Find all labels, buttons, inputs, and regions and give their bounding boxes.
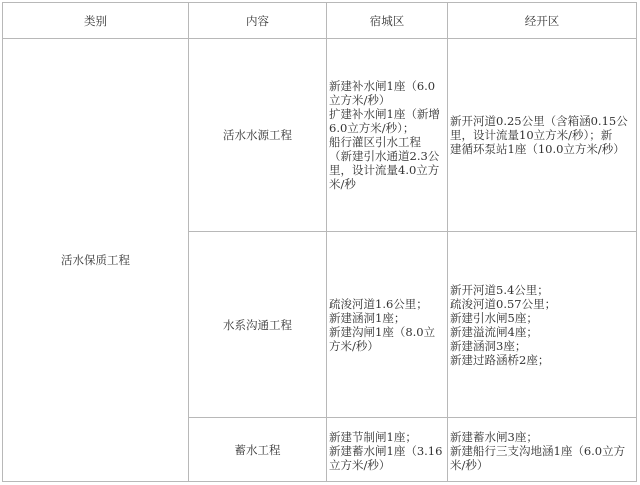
header-row — [3, 3, 637, 39]
project-table — [2, 2, 637, 482]
content-cell: 活水水源工程 — [189, 39, 327, 232]
content-cell: 水系沟通工程 — [189, 232, 327, 418]
table-row — [3, 39, 637, 232]
cell-line: 立方米/秒） — [329, 457, 391, 472]
content-cell: 蓄水工程 — [189, 418, 327, 482]
header-category: 类别 — [3, 3, 189, 39]
jingkai-cell — [448, 232, 637, 418]
cell-line: 米/秒） — [450, 457, 489, 472]
cell-line: 新建沟闸1座（8.0立 — [329, 324, 436, 339]
cell-line: 疏浚河道0.57公里； — [450, 296, 557, 311]
cell-line: 新建节制闸1座； — [329, 429, 417, 444]
cell-line: 里，设计流量4.0立方 — [329, 163, 440, 177]
sucheng-cell — [327, 232, 448, 418]
cell-line: 新建涵洞3座； — [450, 338, 527, 353]
cell-line: 新建涵洞1座； — [329, 310, 406, 325]
cell-line: 新建蓄水闸3座； — [450, 429, 538, 444]
header-sucheng: 宿城区 — [327, 3, 448, 39]
cell-line: 新开河道5.4公里； — [450, 282, 549, 297]
cell-line: 建循环泵站1座（10.0立方米/秒） — [450, 142, 625, 156]
cell-line: 米/秒 — [329, 177, 356, 191]
cell-line: 船行灌区引水工程 — [329, 135, 421, 149]
cell-line: 新建船行三支沟地涵1座（6.0立方 — [450, 443, 626, 458]
cell-line: 6.0立方米/秒）； — [329, 121, 415, 135]
cell-line: 立方米/秒） — [329, 93, 391, 107]
cell-line: 新建补水闸1座（6.0 — [329, 79, 436, 93]
cell-line: 方米/秒） — [329, 338, 379, 353]
cell-line: 里，设计流量10立方米/秒）；新 — [450, 128, 613, 142]
cell-line: 新开河道0.25公里（含箱涵0.15公 — [450, 114, 628, 128]
header-jingkai: 经开区 — [448, 3, 637, 39]
cell-line: 新建溢流闸4座； — [450, 324, 538, 339]
cell-line: （新建引水通道2.3公 — [329, 149, 440, 163]
cell-line: 疏浚河道1.6公里； — [329, 296, 428, 311]
cell-line: 新建引水闸5座； — [450, 310, 538, 325]
jingkai-cell — [448, 418, 637, 482]
header-content: 内容 — [189, 3, 327, 39]
cell-line: 新建过路涵桥2座； — [450, 352, 550, 367]
cell-line: 新建蓄水闸1座（3.16 — [329, 443, 443, 458]
category-cell: 活水保质工程 — [3, 39, 189, 482]
jingkai-cell — [448, 39, 637, 232]
sucheng-cell — [327, 418, 448, 482]
cell-line: 扩建补水闸1座（新增 — [329, 107, 440, 121]
sucheng-cell — [327, 39, 448, 232]
